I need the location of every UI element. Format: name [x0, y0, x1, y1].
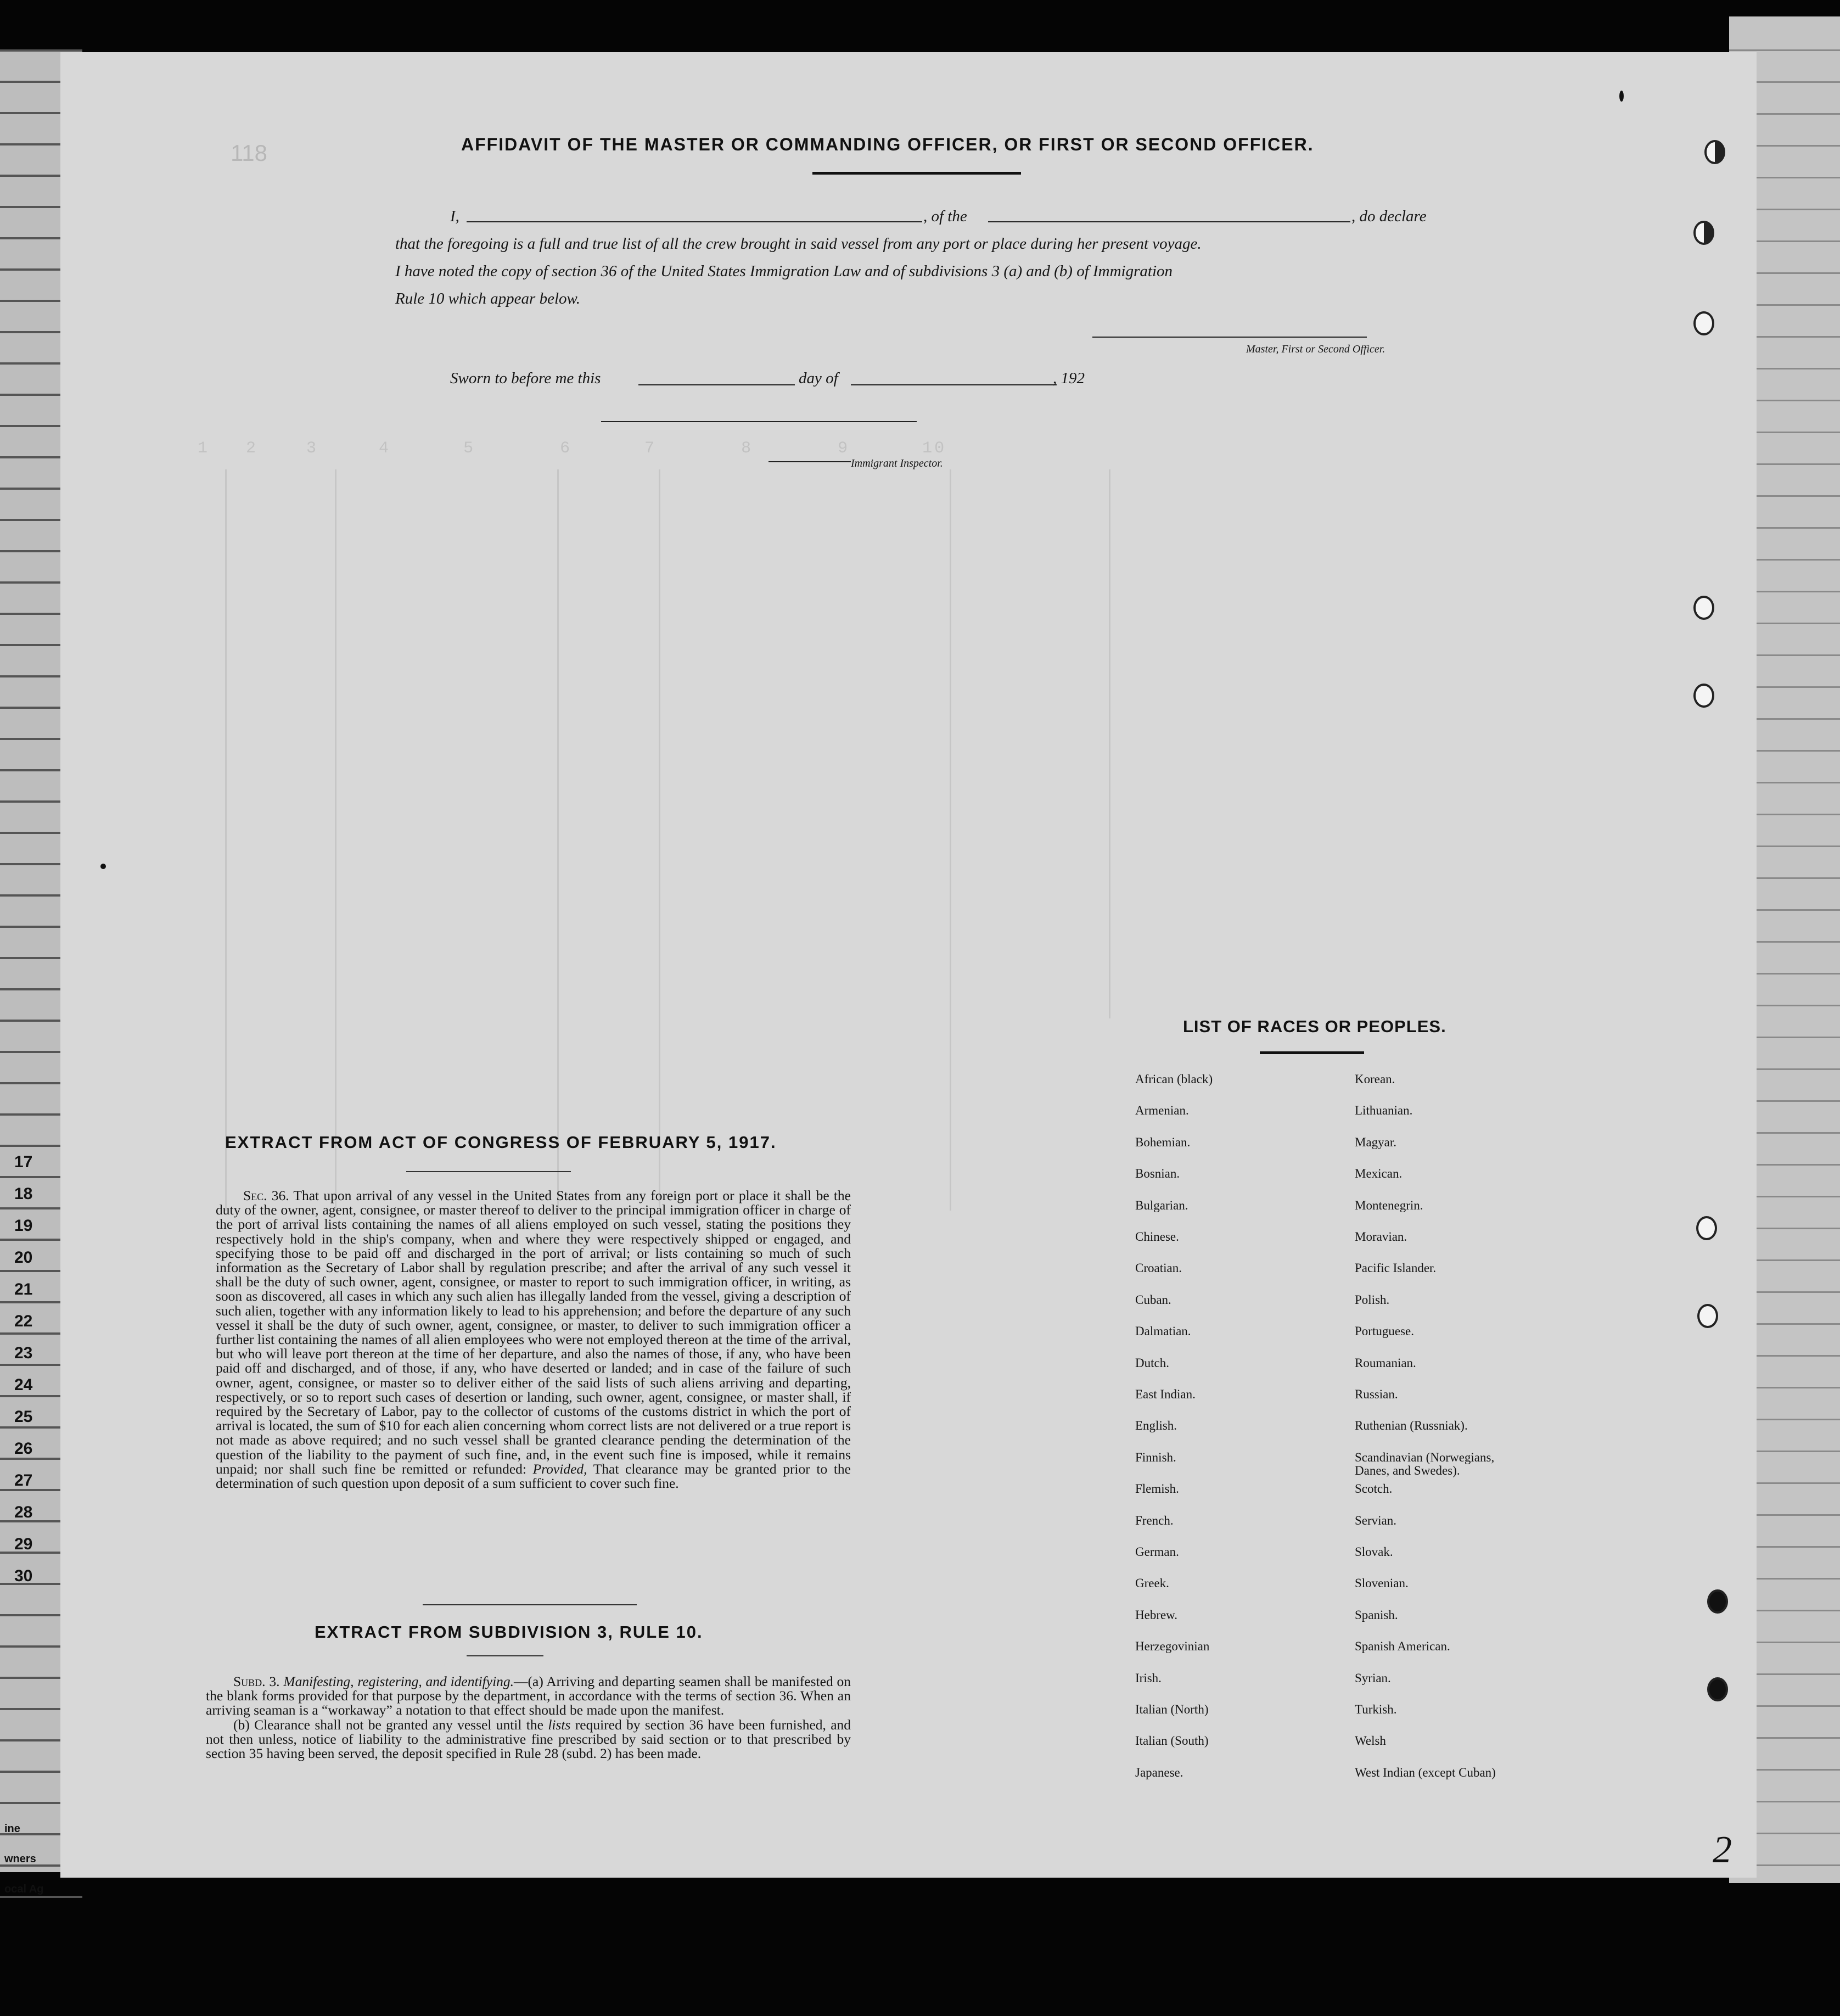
- race-item: Irish.: [1135, 1671, 1162, 1685]
- inspector-short-line: [768, 461, 851, 462]
- background-row-number: 20: [14, 1248, 33, 1267]
- proviso-word: Provided,: [532, 1460, 587, 1477]
- race-item: Cuban.: [1135, 1292, 1171, 1307]
- background-row-number: 27: [14, 1471, 33, 1489]
- background-row-number: 25: [14, 1408, 33, 1426]
- background-rule: [0, 1896, 82, 1898]
- rule10-title-rule: [467, 1655, 543, 1656]
- dust-speck: [1619, 91, 1624, 102]
- subdivision-b-text-1: Clearance shall not be granted any vessel until the: [254, 1716, 543, 1733]
- bleed-column: [659, 469, 660, 1211]
- race-item: Dutch.: [1135, 1356, 1169, 1370]
- punch-hole: [1697, 1304, 1718, 1328]
- background-row-number: 29: [14, 1535, 33, 1553]
- bleed-column: [950, 469, 951, 1211]
- race-item: Dalmatian.: [1135, 1324, 1191, 1339]
- subdivision-a-mark: —(a): [514, 1673, 543, 1689]
- act-title-rule: [406, 1171, 571, 1172]
- race-item: Japanese.: [1135, 1765, 1183, 1779]
- punch-hole: [1693, 684, 1714, 708]
- punch-hole: [1707, 1589, 1728, 1614]
- race-item: Finnish.: [1135, 1450, 1176, 1464]
- race-item: Syrian.: [1355, 1671, 1391, 1685]
- race-item: Slovak.: [1355, 1545, 1393, 1559]
- declaration-line-3: I have noted the copy of section 36 of the United States Immigration Law and of subdivisions 3 (a) and (b) of Immigration: [395, 262, 1173, 280]
- background-row-number: 26: [14, 1440, 33, 1458]
- race-item: English.: [1135, 1419, 1177, 1433]
- race-item: Bulgarian.: [1135, 1198, 1188, 1212]
- background-footer-label: wners: [4, 1853, 36, 1865]
- background-footer-label: ocal Ag: [4, 1883, 44, 1895]
- inspector-signature-line: [601, 421, 917, 422]
- bleed-column: [1109, 469, 1110, 1018]
- race-item: Russian.: [1355, 1387, 1398, 1401]
- race-item: Hebrew.: [1135, 1608, 1178, 1622]
- punch-hole: [1693, 221, 1714, 245]
- act-title: EXTRACT FROM ACT OF CONGRESS OF FEBRUARY 5, 1917.: [225, 1133, 777, 1152]
- subdivision-b-lists: lists: [548, 1716, 571, 1733]
- handwriting-mark: 2: [1713, 1829, 1732, 1871]
- punch-hole: [1704, 140, 1725, 164]
- races-title-rule: [1260, 1051, 1364, 1054]
- background-row-number: 17: [14, 1153, 33, 1171]
- race-item: German.: [1135, 1545, 1179, 1559]
- race-item: Italian (North): [1135, 1703, 1209, 1716]
- background-row-number: 24: [14, 1376, 33, 1394]
- race-item: West Indian (except Cuban): [1355, 1765, 1496, 1779]
- punch-hole: [1693, 311, 1714, 335]
- race-item: Montenegrin.: [1355, 1198, 1423, 1212]
- background-row-number: 23: [14, 1344, 33, 1362]
- race-item: Herzegovinian: [1135, 1639, 1210, 1654]
- sworn-text-a: Sworn to before me this: [450, 369, 601, 387]
- race-item: Croatian.: [1135, 1261, 1182, 1275]
- background-row-number: 28: [14, 1503, 33, 1521]
- background-row-number: 21: [14, 1280, 33, 1298]
- affidavit-title-rule: [812, 172, 1021, 175]
- race-item: Pacific Islander.: [1355, 1261, 1437, 1275]
- race-item: Roumanian.: [1355, 1356, 1416, 1370]
- background-rule: [0, 49, 82, 52]
- subdivision-label: Subd. 3.: [233, 1673, 280, 1689]
- master-signature-line: [1092, 337, 1367, 338]
- bleed-through-header: 1 2 3 4 5 6 7 8 9 10: [198, 439, 947, 458]
- race-item: Portuguese.: [1355, 1324, 1414, 1339]
- proviso-text: That clearance may be granted prior to the determination of such question upon deposit of a sum sufficient to cover such fine.: [216, 1460, 851, 1492]
- background-row-number: 19: [14, 1217, 33, 1235]
- bleed-column: [225, 469, 227, 1211]
- page-number: 118: [231, 140, 267, 166]
- background-row-number: 18: [14, 1185, 33, 1203]
- name-blank: [467, 221, 922, 222]
- races-title: LIST OF RACES OR PEOPLES.: [1183, 1017, 1446, 1036]
- race-item: Welsh: [1355, 1734, 1386, 1748]
- bleed-column: [557, 469, 559, 1211]
- race-item: East Indian.: [1135, 1387, 1196, 1401]
- race-item: Spanish.: [1355, 1608, 1398, 1622]
- race-item: Korean.: [1355, 1072, 1395, 1086]
- declaration-line-1b: , of the: [923, 208, 967, 225]
- race-item: Flemish.: [1135, 1482, 1179, 1496]
- background-row-number: 22: [14, 1312, 33, 1330]
- race-item: Ruthenian (Russniak).: [1355, 1419, 1468, 1433]
- race-item: French.: [1135, 1513, 1174, 1527]
- subdivision-a-text: Arriving and departing seamen shall be manifested on the blank forms provided for that purpose by the department, in accordance with the terms of section 36. When an arriving seaman is a “workaway” a notation to that effect should be made upon the manifest.: [206, 1673, 851, 1718]
- race-item: Chinese.: [1135, 1230, 1179, 1244]
- rule10-title: EXTRACT FROM SUBDIVISION 3, RULE 10.: [315, 1622, 703, 1642]
- punch-hole: [1693, 596, 1714, 620]
- race-item: African (black): [1135, 1072, 1213, 1086]
- race-item: Polish.: [1355, 1292, 1390, 1307]
- sworn-day-blank: [638, 384, 795, 385]
- race-item: Turkish.: [1355, 1703, 1397, 1716]
- background-footer-label: ine: [4, 1823, 20, 1835]
- race-item: Moravian.: [1355, 1230, 1407, 1244]
- race-item: Mexican.: [1355, 1167, 1403, 1181]
- race-item: Lithuanian.: [1355, 1104, 1413, 1118]
- subdivision-heading: Manifesting, registering, and identifying.: [283, 1673, 514, 1689]
- race-item: Scandinavian (Norwegians,: [1355, 1450, 1495, 1464]
- vessel-blank: [988, 221, 1350, 222]
- section-label: Sec. 36.: [243, 1188, 289, 1203]
- subdivision-b-text-2: required by section 36 have been furnished, and not then unless, notice of liability to the administrative fine prescribed by said section or to that prescribed by section 35 having been served, the deposit specified in Rule 28 (subd. 2) has been made.: [206, 1716, 851, 1762]
- inspector-caption: Immigrant Inspector.: [851, 457, 943, 469]
- sworn-month-blank: [851, 384, 1057, 385]
- dust-speck: [100, 864, 106, 869]
- bleed-column: [335, 469, 336, 1211]
- affidavit-title: AFFIDAVIT OF THE MASTER OR COMMANDING OFFICER, OR FIRST OR SECOND OFFICER.: [461, 135, 1314, 154]
- declaration-line-1a: I,: [450, 208, 459, 225]
- punch-hole: [1696, 1216, 1717, 1240]
- sworn-text-b: day of: [799, 369, 838, 387]
- punch-hole: [1707, 1677, 1728, 1701]
- race-item: Armenian.: [1135, 1104, 1189, 1118]
- race-item: Scotch.: [1355, 1482, 1393, 1496]
- race-item: Italian (South): [1135, 1734, 1209, 1748]
- act-end-rule: [423, 1604, 637, 1605]
- act-section-36: [216, 1189, 851, 1491]
- race-item: Magyar.: [1355, 1135, 1397, 1149]
- rule10-text: [206, 1675, 851, 1761]
- sworn-text-c: , 192: [1053, 369, 1085, 387]
- subdivision-b-mark: (b): [233, 1716, 250, 1733]
- declaration-line-2: that the foregoing is a full and true list of all the crew brought in said vessel from any port or place during her present voyage.: [395, 235, 1202, 253]
- race-item: Bohemian.: [1135, 1135, 1191, 1149]
- race-item: Greek.: [1135, 1576, 1169, 1591]
- race-item: Bosnian.: [1135, 1167, 1180, 1181]
- background-row-number: 30: [14, 1567, 33, 1585]
- background-rule: [1729, 49, 1840, 51]
- race-item: Spanish American.: [1355, 1639, 1450, 1654]
- manifest-back-page: [60, 52, 1757, 1878]
- master-signature-caption: Master, First or Second Officer.: [1246, 343, 1385, 355]
- declaration-line-1c: , do declare: [1351, 208, 1427, 225]
- race-item: Slovenian.: [1355, 1576, 1409, 1591]
- race-item: Servian.: [1355, 1513, 1397, 1527]
- declaration-line-4: Rule 10 which appear below.: [395, 290, 580, 307]
- race-item: Danes, and Swedes).: [1355, 1463, 1460, 1477]
- section-36-text: That upon arrival of any vessel in the United States from any foreign port or place it shall be the duty of the owner, agent, consignee, or master thereof to deliver to the principal immigration officer in charge of the port of arrival lists containing the names of all aliens employed on such vessel, stating the positions they respectively hold in the ship's company, when and where they were respectively shipped or engaged, and specifying those to be paid off and discharged in the port of arrival; or lists containing so much of such information as the Secretary of Labor shall by regulation prescribe; and after the arrival of any such vessel it shall be the duty of such owner, agent, consignee, or master to report to such immigration officer, in writing, as soon as discovered, all cases in which any such alien has illegally landed from the vessel, giving a description of such alien, together with any information likely to lead to his apprehension; and before the departure of any such vessel it shall be the duty of such owner, agent, consignee, or master, to deliver to such immigration officer a further list containing the names of all alien employees who were not employed thereon at the time of the arrival, but who will leave port thereon at the time of her departure, and also the names of those, if any, who have been paid off and discharged, and of those, if any, who have deserted or landed; and in case of the failure of such owner, agent, consignee, or master so to deliver either of the said lists of such aliens arriving and departing, respectively, or so to report such cases of desertion or landing, such owner, agent, consignee, or master shall, if required by the Secretary of Labor, pay to the collector of customs of the customs district in which the port of arrival is located, the sum of $10 for each alien concerning whom correct lists are not delivered or a true report is not made as above required; and no such vessel shall be granted clearance pending the determination of the question of the liability to the payment of such fine, and, in the event such fine is imposed, while it remains unpaid; nor shall such fine be remitted or refunded:: [216, 1188, 851, 1477]
